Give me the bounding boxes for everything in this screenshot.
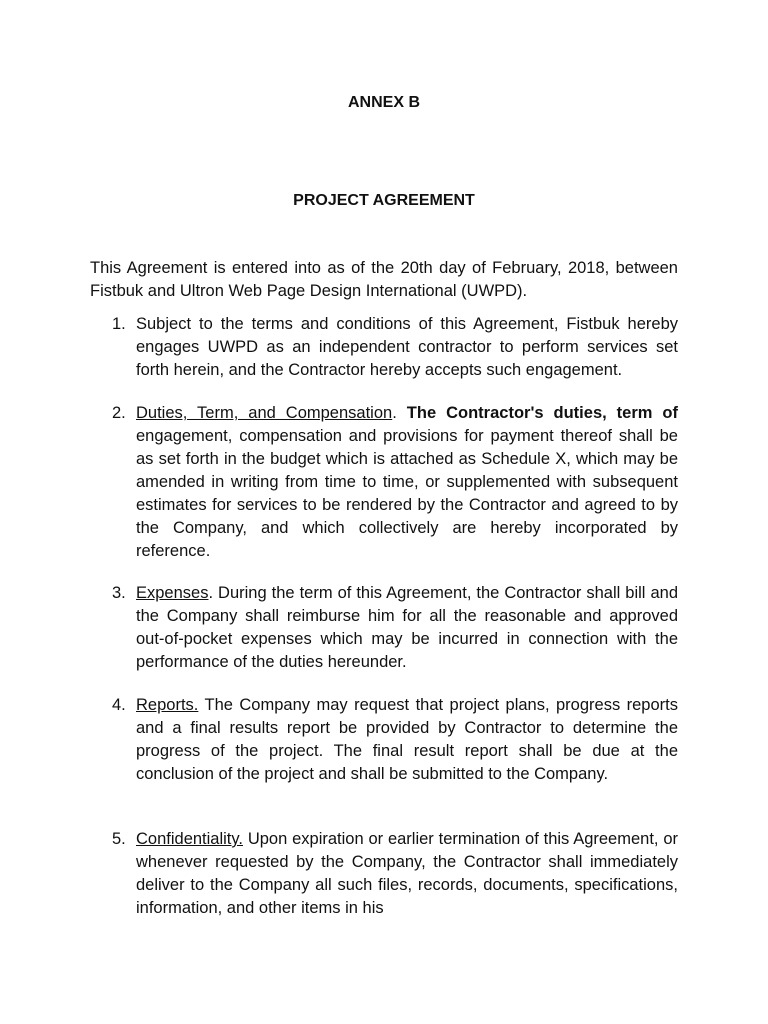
clause-body (136, 402, 678, 563)
clause-number: 2. (112, 404, 126, 422)
clause-heading: Confidentiality. (136, 830, 244, 848)
clause-number: 3. (112, 584, 126, 602)
clause-3 (112, 582, 678, 674)
agreement-title: PROJECT AGREEMENT (293, 192, 475, 209)
clause-4 (112, 694, 678, 786)
clause-body (136, 828, 678, 920)
clause-text: engagement, compensation and provisions for payment thereof shall be as set forth in the budget which is attached as Schedule X, which may be amended in writing from time to time, or supplemented with subsequent estimates for services to be rendered by the Contractor and agreed to by the Company, and which collectively are hereby incorporated by reference. (136, 427, 678, 560)
clause-bold-text: The Contractor's duties, term of (406, 404, 679, 422)
clause-text: Upon expiration or earlier termination of this Agreement, or whenever requested by the Company, the Contractor shall immediately deliver to the Company all such files, records, documents, specifications, information, and other items in his (136, 830, 678, 917)
clause-body (136, 313, 678, 382)
clause-number: 1. (112, 315, 126, 333)
clause-body (136, 694, 678, 786)
clause-1 (112, 313, 678, 382)
clause-heading-punct: . (392, 404, 407, 422)
clause-heading: Expenses (136, 584, 209, 602)
clause-text: The Company may request that project plans, progress reports and a final results report be provided by Contractor to determine the progress of the project. The final result report shall be due at the conclusion of the project and shall be submitted to the Company. (136, 696, 678, 783)
clause-body (136, 582, 678, 674)
clause-number: 4. (112, 696, 126, 714)
clause-number: 5. (112, 830, 126, 848)
clause-text: . During the term of this Agreement, the Contractor shall bill and the Company shall reimburse him for all the reasonable and approved out-of-pocket expenses which may be incurred in connection with the performance of the duties hereunder. (136, 584, 678, 671)
clause-text: Subject to the terms and conditions of this Agreement, Fistbuk hereby engages UWPD as an independent contractor to perform services set forth herein, and the Contractor hereby accepts such engagement. (136, 315, 678, 379)
clause-5 (112, 828, 678, 920)
annex-heading: ANNEX B (347, 94, 420, 111)
clause-2 (112, 402, 678, 563)
clause-heading: Reports. (136, 696, 199, 714)
intro-paragraph: This Agreement is entered into as of the 20th day of February, 2018, between Fistbuk and Ultron Web Page Design International (UWPD). (90, 259, 678, 300)
clause-heading: Duties, Term, and Compensation (136, 404, 393, 422)
